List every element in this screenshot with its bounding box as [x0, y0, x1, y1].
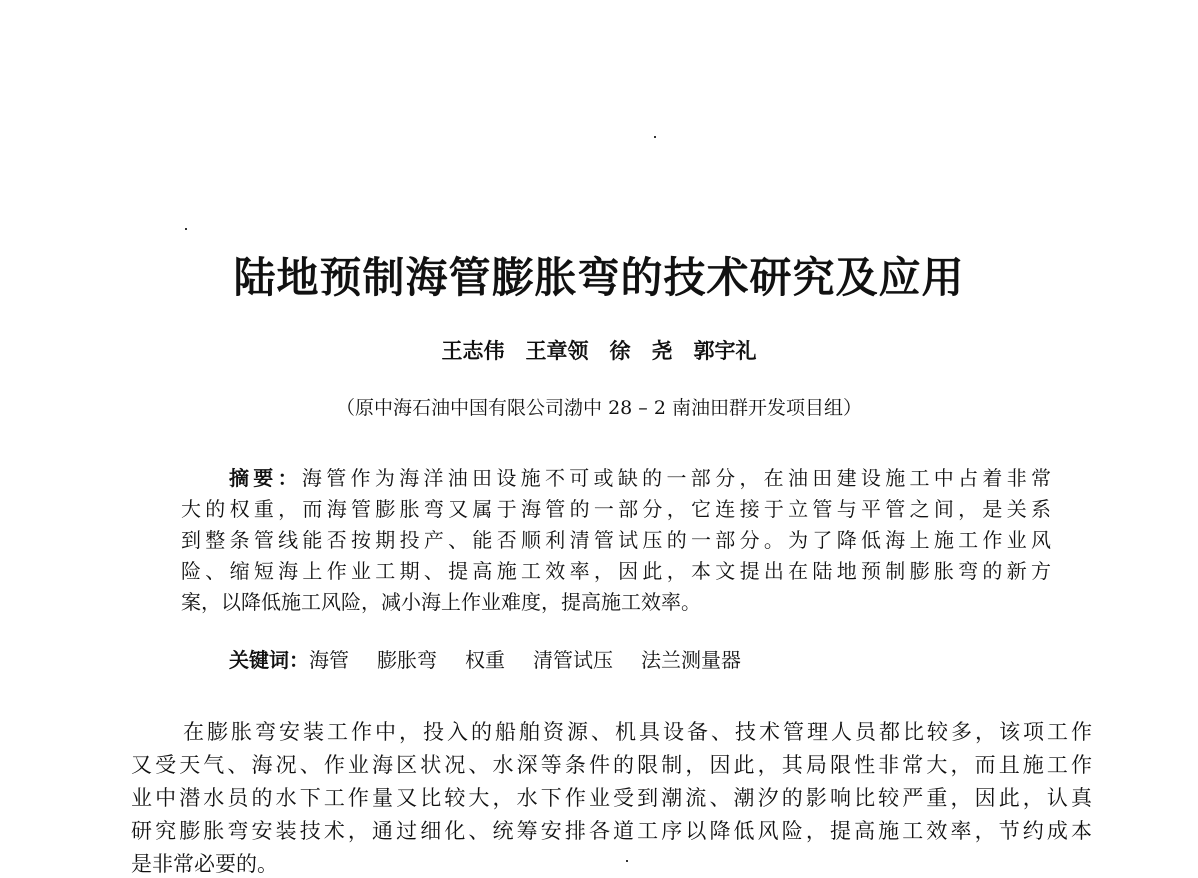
body-line: 业中潜水员的水下工作量又比较大，水下作业受到潮流、潮汐的影响比较严重，因此，认真 [131, 786, 1092, 810]
abstract-line [181, 463, 1051, 494]
keyword: 清管试压 [533, 648, 613, 672]
body-line: 又受天气、海况、作业海区状况、水深等条件的限制，因此，其局限性非常大，而且施工作 [131, 753, 1092, 777]
author-list: 王志伟 王章领 徐 尧 郭宇礼 [441, 338, 757, 363]
body-line: 研究膨胀弯安装技术，通过细化、统筹安排各道工序以降低风险，提高施工效率，节约成本 [131, 819, 1092, 843]
abstract-line: 大的权重，而海管膨胀弯又属于海管的一部分，它连接于立管与平管之间，是关系 [181, 497, 1051, 521]
keywords-block [229, 645, 769, 676]
abstract-text: 海管作为海洋油田设施不可或缺的一部分，在油田建设施工中占着非常 [301, 466, 1052, 490]
affiliation: （原中海石油中国有限公司渤中 28 – 2 南油田群开发项目组） [336, 397, 862, 419]
abstract-line: 险、缩短海上作业工期、提高施工效率，因此，本文提出在陆地预制膨胀弯的新方 [181, 559, 1051, 583]
body-line: 是非常必要的。 [131, 852, 278, 876]
scan-speck [185, 228, 187, 230]
scan-speck [654, 136, 656, 138]
paper-title: 陆地预制海管膨胀弯的技术研究及应用 [233, 253, 965, 302]
abstract-label: 摘要： [229, 466, 302, 490]
body-line: 在膨胀弯安装工作中，投入的船舶资源、机具设备、技术管理人员都比较多，该项工作 [183, 720, 1092, 744]
abstract-line: 案，以降低施工风险，减小海上作业难度，提高施工效率。 [181, 590, 701, 614]
body-paragraph [131, 716, 1092, 878]
keywords-label: 关键词： [229, 648, 309, 672]
abstract-line: 到整条管线能否按期投产、能否顺利清管试压的一部分。为了降低海上施工作业风 [181, 528, 1051, 552]
keyword: 海管 [309, 648, 349, 672]
abstract-block [181, 463, 1051, 618]
keyword: 膨胀弯 [377, 648, 437, 672]
keyword: 法兰测量器 [641, 648, 741, 672]
keyword: 权重 [465, 648, 505, 672]
